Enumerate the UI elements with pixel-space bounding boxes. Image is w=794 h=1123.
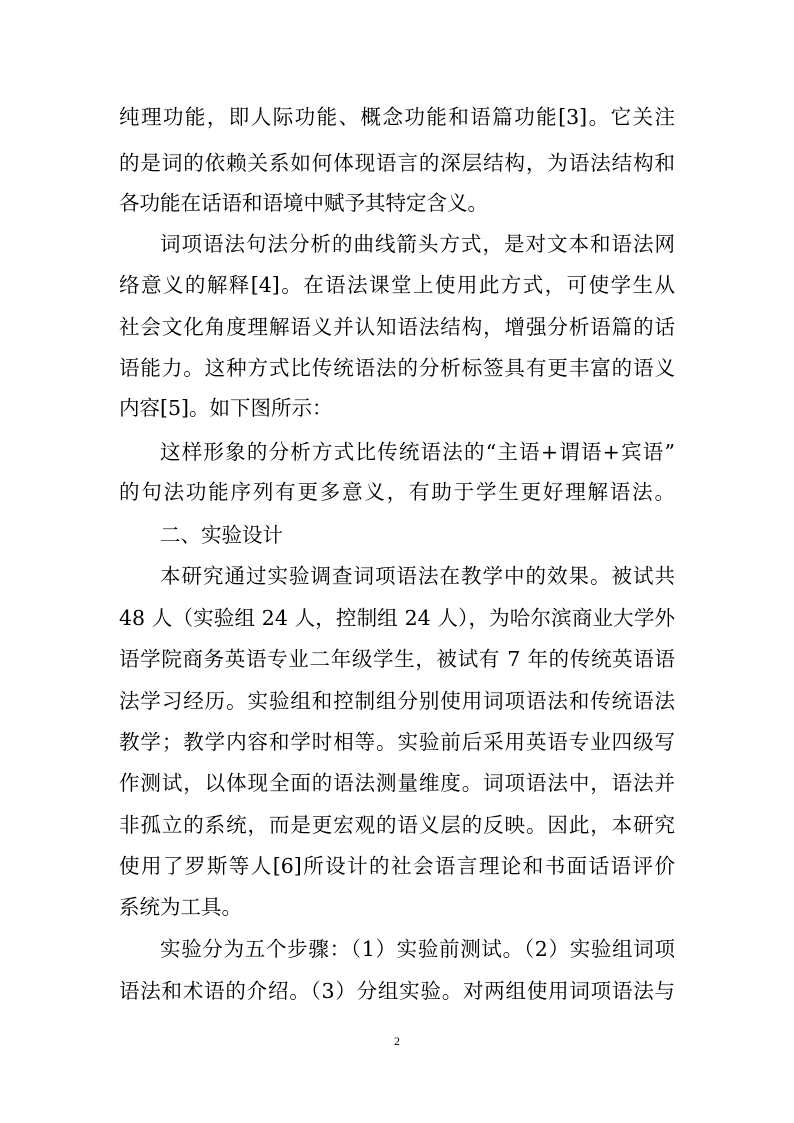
section-heading: 二、实验设计	[160, 523, 283, 547]
text-line: 本研究通过实验调查词项语法在教学中的效果。被试共	[160, 564, 675, 588]
text-line: 络意义的解释[4]。在语法课堂上使用此方式，可使学生从	[119, 273, 675, 297]
text-line: 纯理功能，即人际功能、概念功能和语篇功能[3]。它关注	[119, 105, 675, 129]
text-line: 语能力。这种方式比传统语法的分析标签具有更丰富的语义	[119, 356, 675, 380]
text-line: 这样形象的分析方式比传统语法的“主语+谓语+宾语”	[160, 440, 675, 464]
text-line: 语法和术语的介绍。（3）分组实验。对两组使用词项语法与	[119, 979, 675, 1003]
text-line: 的句法功能序列有更多意义，有助于学生更好理解语法。	[119, 480, 675, 504]
text-line: 系统为工具。	[119, 895, 242, 919]
text-line: 实验分为五个步骤：（1）实验前测试。（2）实验组词项	[160, 937, 675, 961]
text-line: 词项语法句法分析的曲线箭头方式，是对文本和语法网	[160, 232, 675, 256]
text-line: 各功能在话语和语境中赋予其特定含义。	[119, 191, 488, 215]
text-line: 的是词的依赖关系如何体现语言的深层结构，为语法结构和	[119, 151, 675, 175]
text-line: 社会文化角度理解语义并认知语法结构，增强分析语篇的话	[119, 315, 675, 339]
text-line: 48 人（实验组 24 人，控制组 24 人），为哈尔滨商业大学外	[119, 606, 675, 630]
text-line: 教学；教学内容和学时相等。实验前后采用英语专业四级写	[119, 730, 675, 754]
page-number: 2	[394, 1034, 400, 1048]
text-line: 非孤立的系统，而是更宏观的语义层的反映。因此，本研究	[119, 813, 675, 837]
text-line: 内容[5]。如下图所示：	[119, 396, 333, 420]
text-line: 作测试，以体现全面的语法测量维度。词项语法中，语法并	[119, 771, 675, 795]
text-line: 语学院商务英语专业二年级学生，被试有 7 年的传统英语语	[119, 647, 675, 671]
text-line: 法学习经历。实验组和控制组分别使用词项语法和传统语法	[119, 689, 675, 713]
text-line: 使用了罗斯等人[6]所设计的社会语言理论和书面话语评价	[119, 854, 675, 878]
